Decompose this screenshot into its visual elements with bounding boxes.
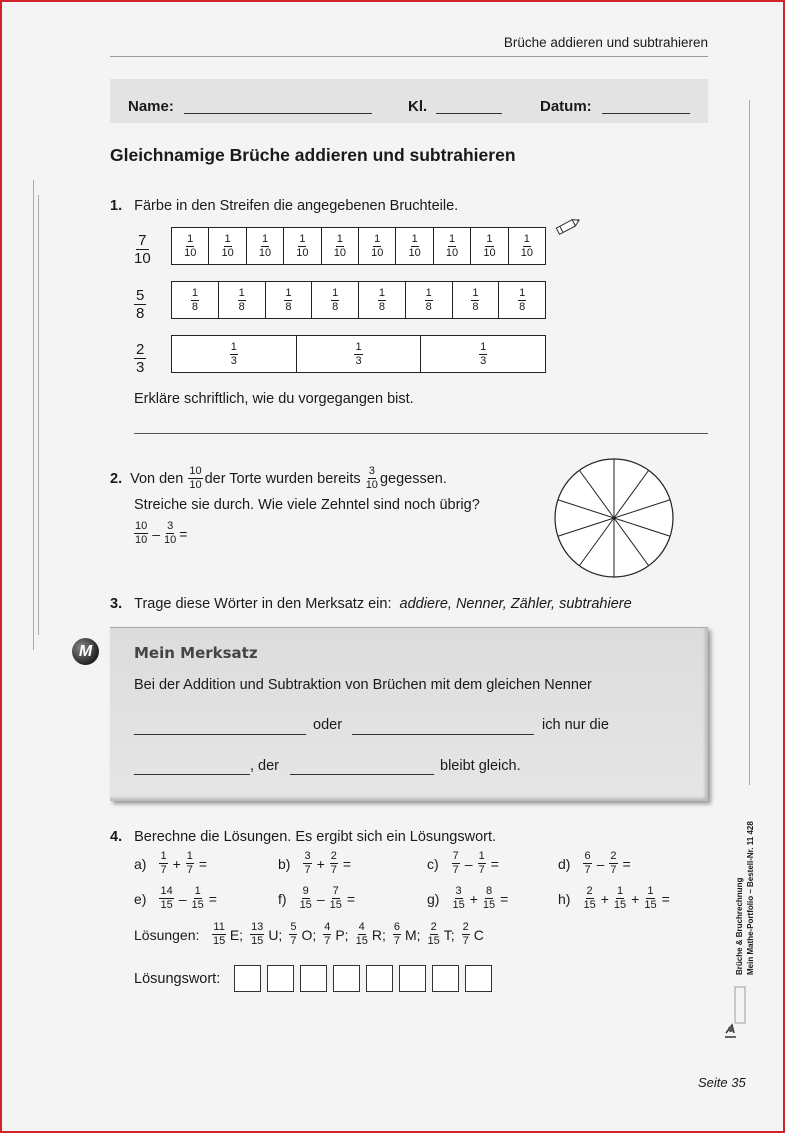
merksatz-line1: Bei der Addition und Subtraktion von Brüchen mit dem gleichen Nenner — [134, 677, 592, 693]
cell-fraction: $\frac{1}{10}$ — [184, 232, 197, 259]
strip-cell[interactable] — [509, 228, 545, 264]
task3-number: 3. — [110, 596, 123, 612]
date-field[interactable] — [602, 113, 690, 114]
strip-cell[interactable] — [297, 336, 422, 372]
fraction-three-tenths: $\frac{3}{10}$ — [365, 465, 378, 491]
solution-letter-box[interactable] — [465, 965, 492, 992]
solution-item: $\frac{4}{7}$ P; — [324, 921, 349, 947]
cell-fraction: $\frac{1}{10}$ — [445, 232, 459, 259]
cell-fraction: $\frac{1}{3}$ — [355, 340, 362, 367]
strip-cell[interactable] — [396, 228, 433, 264]
date-label: Datum: — [540, 98, 592, 115]
solution-letter-box[interactable] — [399, 965, 426, 992]
fraction-strip-eighths[interactable] — [171, 281, 546, 319]
cell-fraction: $\frac{1}{10}$ — [483, 232, 496, 259]
strip2-target: $\frac{5}{8}$ — [136, 287, 145, 322]
exercise-e: e) $\frac{14}{15}$ – $\frac{1}{15}$ = — [134, 885, 217, 911]
solution-item: $\frac{13}{15}$ U; — [251, 921, 283, 947]
strip-cell[interactable] — [499, 282, 545, 318]
cell-fraction: $\frac{1}{10}$ — [258, 232, 272, 259]
merksatz-ich-nur-die: ich nur die — [542, 717, 609, 733]
merksatz-blank-3[interactable] — [134, 774, 250, 775]
merksatz-title: Mein Merksatz — [134, 644, 258, 662]
class-label: Kl. — [408, 98, 428, 115]
name-bar — [110, 79, 708, 123]
task2-number: 2. — [110, 470, 123, 487]
task1-instruction: Färbe in den Streifen die angegebenen Bruchteile. — [134, 198, 459, 214]
strip-cell[interactable] — [172, 228, 209, 264]
strip-cell[interactable] — [172, 282, 219, 318]
merksatz-blank-4[interactable] — [290, 774, 434, 775]
cell-fraction: $\frac{1}{8}$ — [378, 286, 385, 313]
merksatz-badge-letter: M — [78, 642, 93, 660]
strip-cell[interactable] — [312, 282, 359, 318]
sidebar-text — [734, 821, 756, 975]
cell-fraction: $\frac{1}{3}$ — [480, 340, 487, 367]
exercise-f: f) $\frac{9}{15}$ – $\frac{7}{15}$ = — [278, 885, 356, 911]
merksatz-blank-1[interactable] — [134, 734, 306, 735]
worksheet-title: Gleichnamige Brüche addieren und subtrahieren — [110, 145, 516, 165]
strip-cell[interactable] — [172, 336, 297, 372]
task3-instruction: Trage diese Wörter in den Merksatz ein: — [134, 596, 392, 612]
solution-item: $\frac{11}{15}$ E; — [212, 921, 244, 947]
exercise-c: c) $\frac{7}{7}$ – $\frac{1}{7}$ = — [427, 850, 499, 876]
task3-line — [110, 596, 632, 612]
strip-cell[interactable] — [209, 228, 246, 264]
exercise-b: b) $\frac{3}{7}$ + $\frac{2}{7}$ = — [278, 850, 352, 876]
solution-item: $\frac{4}{15}$ R; — [355, 921, 386, 947]
solutions-label: Lösungen: — [134, 926, 200, 943]
exercise-h: h) $\frac{2}{15}$ + $\frac{1}{15}$ + $\frac{1}{15}$ = — [558, 885, 670, 911]
margin-line — [38, 195, 39, 635]
strip-cell[interactable] — [284, 228, 321, 264]
fraction-ten-tenths: $\frac{10}{10}$ — [189, 465, 202, 491]
cell-fraction: $\frac{1}{8}$ — [285, 286, 292, 313]
strip-cell[interactable] — [359, 282, 406, 318]
cell-fraction: $\frac{1}{10}$ — [296, 232, 309, 259]
strip-cell[interactable] — [453, 282, 500, 318]
class-field[interactable] — [436, 113, 502, 114]
strip-cell[interactable] — [406, 282, 453, 318]
cell-fraction: $\frac{1}{10}$ — [408, 232, 421, 259]
task1-text — [110, 198, 458, 214]
pencil-icon — [552, 216, 582, 238]
exercise-g: g) $\frac{3}{15}$ + $\frac{8}{15}$ = — [427, 885, 509, 911]
task2-text: Von den — [130, 470, 184, 487]
task4-instruction: Berechne die Lösungen. Es ergibt sich ein Lösungswort. — [134, 829, 497, 845]
strip-cell[interactable] — [471, 228, 508, 264]
solution-item: $\frac{6}{7}$ M; — [393, 921, 421, 947]
solution-letter-box[interactable] — [432, 965, 459, 992]
cell-fraction: $\frac{1}{8}$ — [425, 286, 432, 313]
cake-circle-tenths[interactable] — [553, 457, 675, 579]
page-number: Seite 35 — [698, 1075, 746, 1090]
merksatz-der: , der — [250, 758, 280, 774]
task1-number: 1. — [110, 198, 123, 214]
solution-letter-box[interactable] — [366, 965, 393, 992]
task2-line2: Streiche sie durch. Wie viele Zehntel sind noch übrig? — [134, 497, 480, 513]
fraction-strip-thirds[interactable] — [171, 335, 546, 373]
name-label: Name: — [128, 98, 174, 115]
sidebar-line2: Mein Mathe-Portfolio – Bestell-Nr. 11 428 — [746, 821, 755, 975]
publisher-logo-icon — [722, 985, 748, 1040]
solution-item: $\frac{2}{7}$ C — [462, 921, 484, 947]
task2-text: der Torte wurden bereits — [204, 470, 361, 487]
cell-fraction: $\frac{1}{8}$ — [519, 286, 526, 313]
cell-fraction: $\frac{1}{8}$ — [238, 286, 245, 313]
merksatz-bleibt: bleibt gleich. — [440, 758, 521, 774]
solution-letter-box[interactable] — [234, 965, 261, 992]
merksatz-badge — [72, 638, 99, 665]
cell-fraction: $\frac{1}{10}$ — [333, 232, 346, 259]
strip-cell[interactable] — [266, 282, 313, 318]
solution-letter-box[interactable] — [333, 965, 360, 992]
solution-item: $\frac{2}{15}$ T; — [427, 921, 455, 947]
merksatz-blank-2[interactable] — [352, 734, 534, 735]
task2-equation: $\frac{10}{10}$ – $\frac{3}{10}$ = — [135, 520, 188, 546]
task3-words: addiere, Nenner, Zähler, subtrahiere — [399, 596, 632, 612]
task4-number: 4. — [110, 829, 123, 845]
strip-cell[interactable] — [247, 228, 284, 264]
margin-line — [33, 180, 34, 650]
task4-line — [110, 829, 496, 845]
merksatz-box — [110, 627, 708, 801]
solution-letter-box[interactable] — [267, 965, 294, 992]
exercise-a: a) $\frac{1}{7}$ + $\frac{1}{7}$ = — [134, 850, 208, 876]
exercise-d: d) $\frac{6}{7}$ – $\frac{2}{7}$ = — [558, 850, 631, 876]
strip3-target: $\frac{2}{3}$ — [136, 341, 145, 376]
header-title: Brüche addieren und subtrahieren — [503, 35, 708, 50]
cell-fraction: $\frac{1}{10}$ — [520, 232, 533, 259]
solution-word-label: Lösungswort: — [134, 970, 221, 987]
header-rule — [110, 56, 708, 57]
merksatz-oder: oder — [313, 717, 343, 733]
solutions-row — [134, 922, 490, 947]
cell-fraction: $\frac{1}{8}$ — [472, 286, 479, 313]
task2-text: gegessen. — [379, 470, 447, 487]
cell-fraction: $\frac{1}{10}$ — [371, 232, 384, 259]
strip-cell[interactable] — [219, 282, 266, 318]
name-field[interactable] — [184, 113, 372, 114]
strip-cell[interactable] — [322, 228, 359, 264]
strip1-target: $\frac{7}{10}$ — [134, 232, 151, 267]
cell-fraction: $\frac{1}{8}$ — [191, 286, 198, 313]
cell-fraction: $\frac{1}{8}$ — [332, 286, 339, 313]
task2-line1 — [110, 466, 447, 491]
cell-fraction: $\frac{1}{10}$ — [221, 232, 234, 259]
solution-word-row — [134, 965, 498, 992]
strip-cell[interactable] — [421, 336, 545, 372]
cell-fraction: $\frac{1}{3}$ — [230, 340, 237, 367]
strip-cell[interactable] — [359, 228, 396, 264]
sidebar-rule — [749, 100, 750, 785]
task1-explain: Erkläre schriftlich, wie du vorgegangen bist. — [134, 391, 414, 407]
solution-item: $\frac{5}{7}$ O; — [290, 921, 317, 947]
explain-answer-line[interactable] — [134, 433, 708, 434]
sidebar-line1: Brüche & Bruchrechnung — [735, 877, 744, 975]
solution-letter-box[interactable] — [300, 965, 327, 992]
strip-cell[interactable] — [434, 228, 471, 264]
fraction-strip-tenths[interactable] — [171, 227, 546, 265]
